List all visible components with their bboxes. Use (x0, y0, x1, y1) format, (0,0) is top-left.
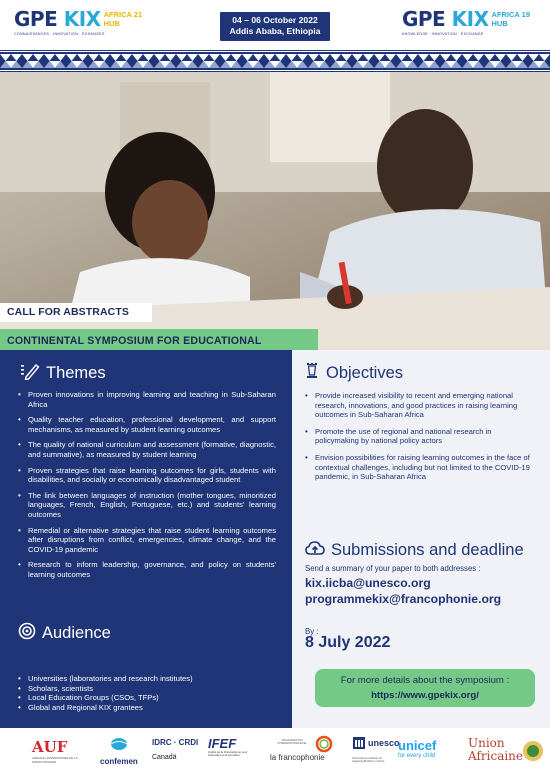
submissions-title: Submissions and deadline (331, 541, 524, 559)
email-unesco-link[interactable]: kix.iicba@unesco.org (305, 576, 431, 590)
more-details-box (315, 669, 535, 707)
event-location: Addis Ababa, Ethiopia (229, 26, 321, 36)
email-francophonie-link[interactable]: programmekix@francophonie.org (305, 592, 502, 606)
gpe-kix-africa19-logo: GPE KIX AFRICA 19 HUB KNOWLEDGE · INNOVATION · EXCHANGE (401, 7, 530, 36)
audience-list (18, 674, 280, 712)
submission-instruction: Send a summary of your paper to both addresses : (305, 564, 481, 573)
auf-logo: AUF AGENCE UNIVERSITAIRE DE LA FRANCOPHONIE (32, 738, 78, 764)
more-details-text: For more details about the symposium : (340, 675, 510, 686)
cloud-upload-icon (305, 540, 325, 561)
objectives-item: • Envision possibilities for raising learning outcomes in the face of contextual challenges, including but not limited to the COVID-19 pandemic, in Sub-Saharan Africa (305, 453, 537, 482)
oif-logo: ORGANISATION INTERNATIONALE DE la francophonie (270, 739, 325, 762)
temple-icon (352, 736, 366, 750)
call-for-abstracts-label: CALL FOR ABSTRACTS (0, 303, 152, 322)
audience-heading (18, 622, 111, 645)
objectives-title: Objectives (326, 364, 404, 382)
ifef-logo: IFEF Institut de la Francophonie pour l'éducation et la formation (208, 736, 248, 758)
themes-title: Themes (46, 364, 106, 382)
deadline-by-label: By : (305, 627, 319, 636)
objectives-item: • Promote the use of regional and national research in policymaking by national policy actors (305, 427, 537, 446)
themes-item: • Proven innovations in improving learning and teaching in Sub-Saharan Africa (18, 390, 276, 409)
hero-photo (0, 72, 550, 350)
symposium-title: CONTINENTAL SYMPOSIUM FOR EDUCATIONAL (0, 329, 318, 350)
right-column (292, 350, 550, 728)
themes-item: • Quality teacher education, professional development, and support mechanisms, as measured by student learning outcomes (18, 415, 276, 434)
idrc-crdi-logo: IDRC · CRDI Canadä (152, 738, 199, 761)
target-icon (18, 622, 36, 645)
event-dates: 04 – 06 October 2022 (232, 15, 318, 25)
website-link[interactable]: https://www.gpekix.org/ (371, 690, 479, 701)
submissions-heading (305, 540, 524, 561)
objectives-item: • Provide increased visibility to recent and emerging national research, innovations, and good practices in raising learning outcomes in Sub-Saharan Africa (305, 391, 537, 420)
chess-piece-icon (304, 362, 320, 385)
objectives-list (305, 391, 537, 482)
audience-item: • Universities (laboratories and research institutes) (18, 674, 280, 684)
header (0, 0, 550, 50)
deadline-date: 8 July 2022 (305, 634, 391, 651)
left-column (0, 350, 292, 728)
themes-item: • The link between languages of instruction (mother tongues, minoritized languages, French, English, Portuguese, etc.) and students' learning outcomes (18, 491, 276, 520)
african-union-logo: Union Africaine (468, 737, 523, 763)
rainbow-ring-icon (315, 735, 333, 753)
au-emblem-icon (522, 740, 544, 762)
audience-item: • Scholars, scientists (18, 684, 280, 694)
objectives-heading (304, 362, 403, 385)
audience-item: • Global and Regional KIX grantees (18, 703, 280, 713)
globe-icon (109, 736, 129, 752)
themes-item: • Remedial or alternative strategies that raise student learning outcomes after disruptions from conflict, emergencies, climate change, and the COVID-19 pandemic (18, 526, 276, 555)
pencil-lines-icon (20, 362, 40, 385)
confemen-logo: confemen (100, 736, 138, 766)
decorative-pattern-band (0, 50, 550, 72)
themes-item: • Proven strategies that raise learning outcomes for girls, students with disabilities, and socially or economically disadvantaged student (18, 466, 276, 485)
audience-title: Audience (42, 624, 111, 642)
themes-item: • Research to inform leadership, governance, and policy on students' learning outcomes (18, 560, 276, 579)
partner-logos (0, 728, 550, 778)
themes-heading (20, 362, 106, 385)
event-date-box (220, 12, 330, 41)
themes-item: • The quality of national curriculum and assessment (formative, diagnostic, and summative), as measured by student learning (18, 440, 276, 459)
unicef-logo: unicef for every child (398, 738, 437, 759)
themes-list (18, 390, 276, 580)
audience-item: • Local Education Groups (CSOs, TFPs) (18, 693, 280, 703)
gpe-kix-africa21-logo: GPE KIX AFRICA 21 HUB CONNAISSANCES · INNOVATION · ÉCHANGES (14, 7, 143, 36)
unesco-iicba-logo: unesco International Institute for Capacity Building in Africa (352, 738, 400, 764)
